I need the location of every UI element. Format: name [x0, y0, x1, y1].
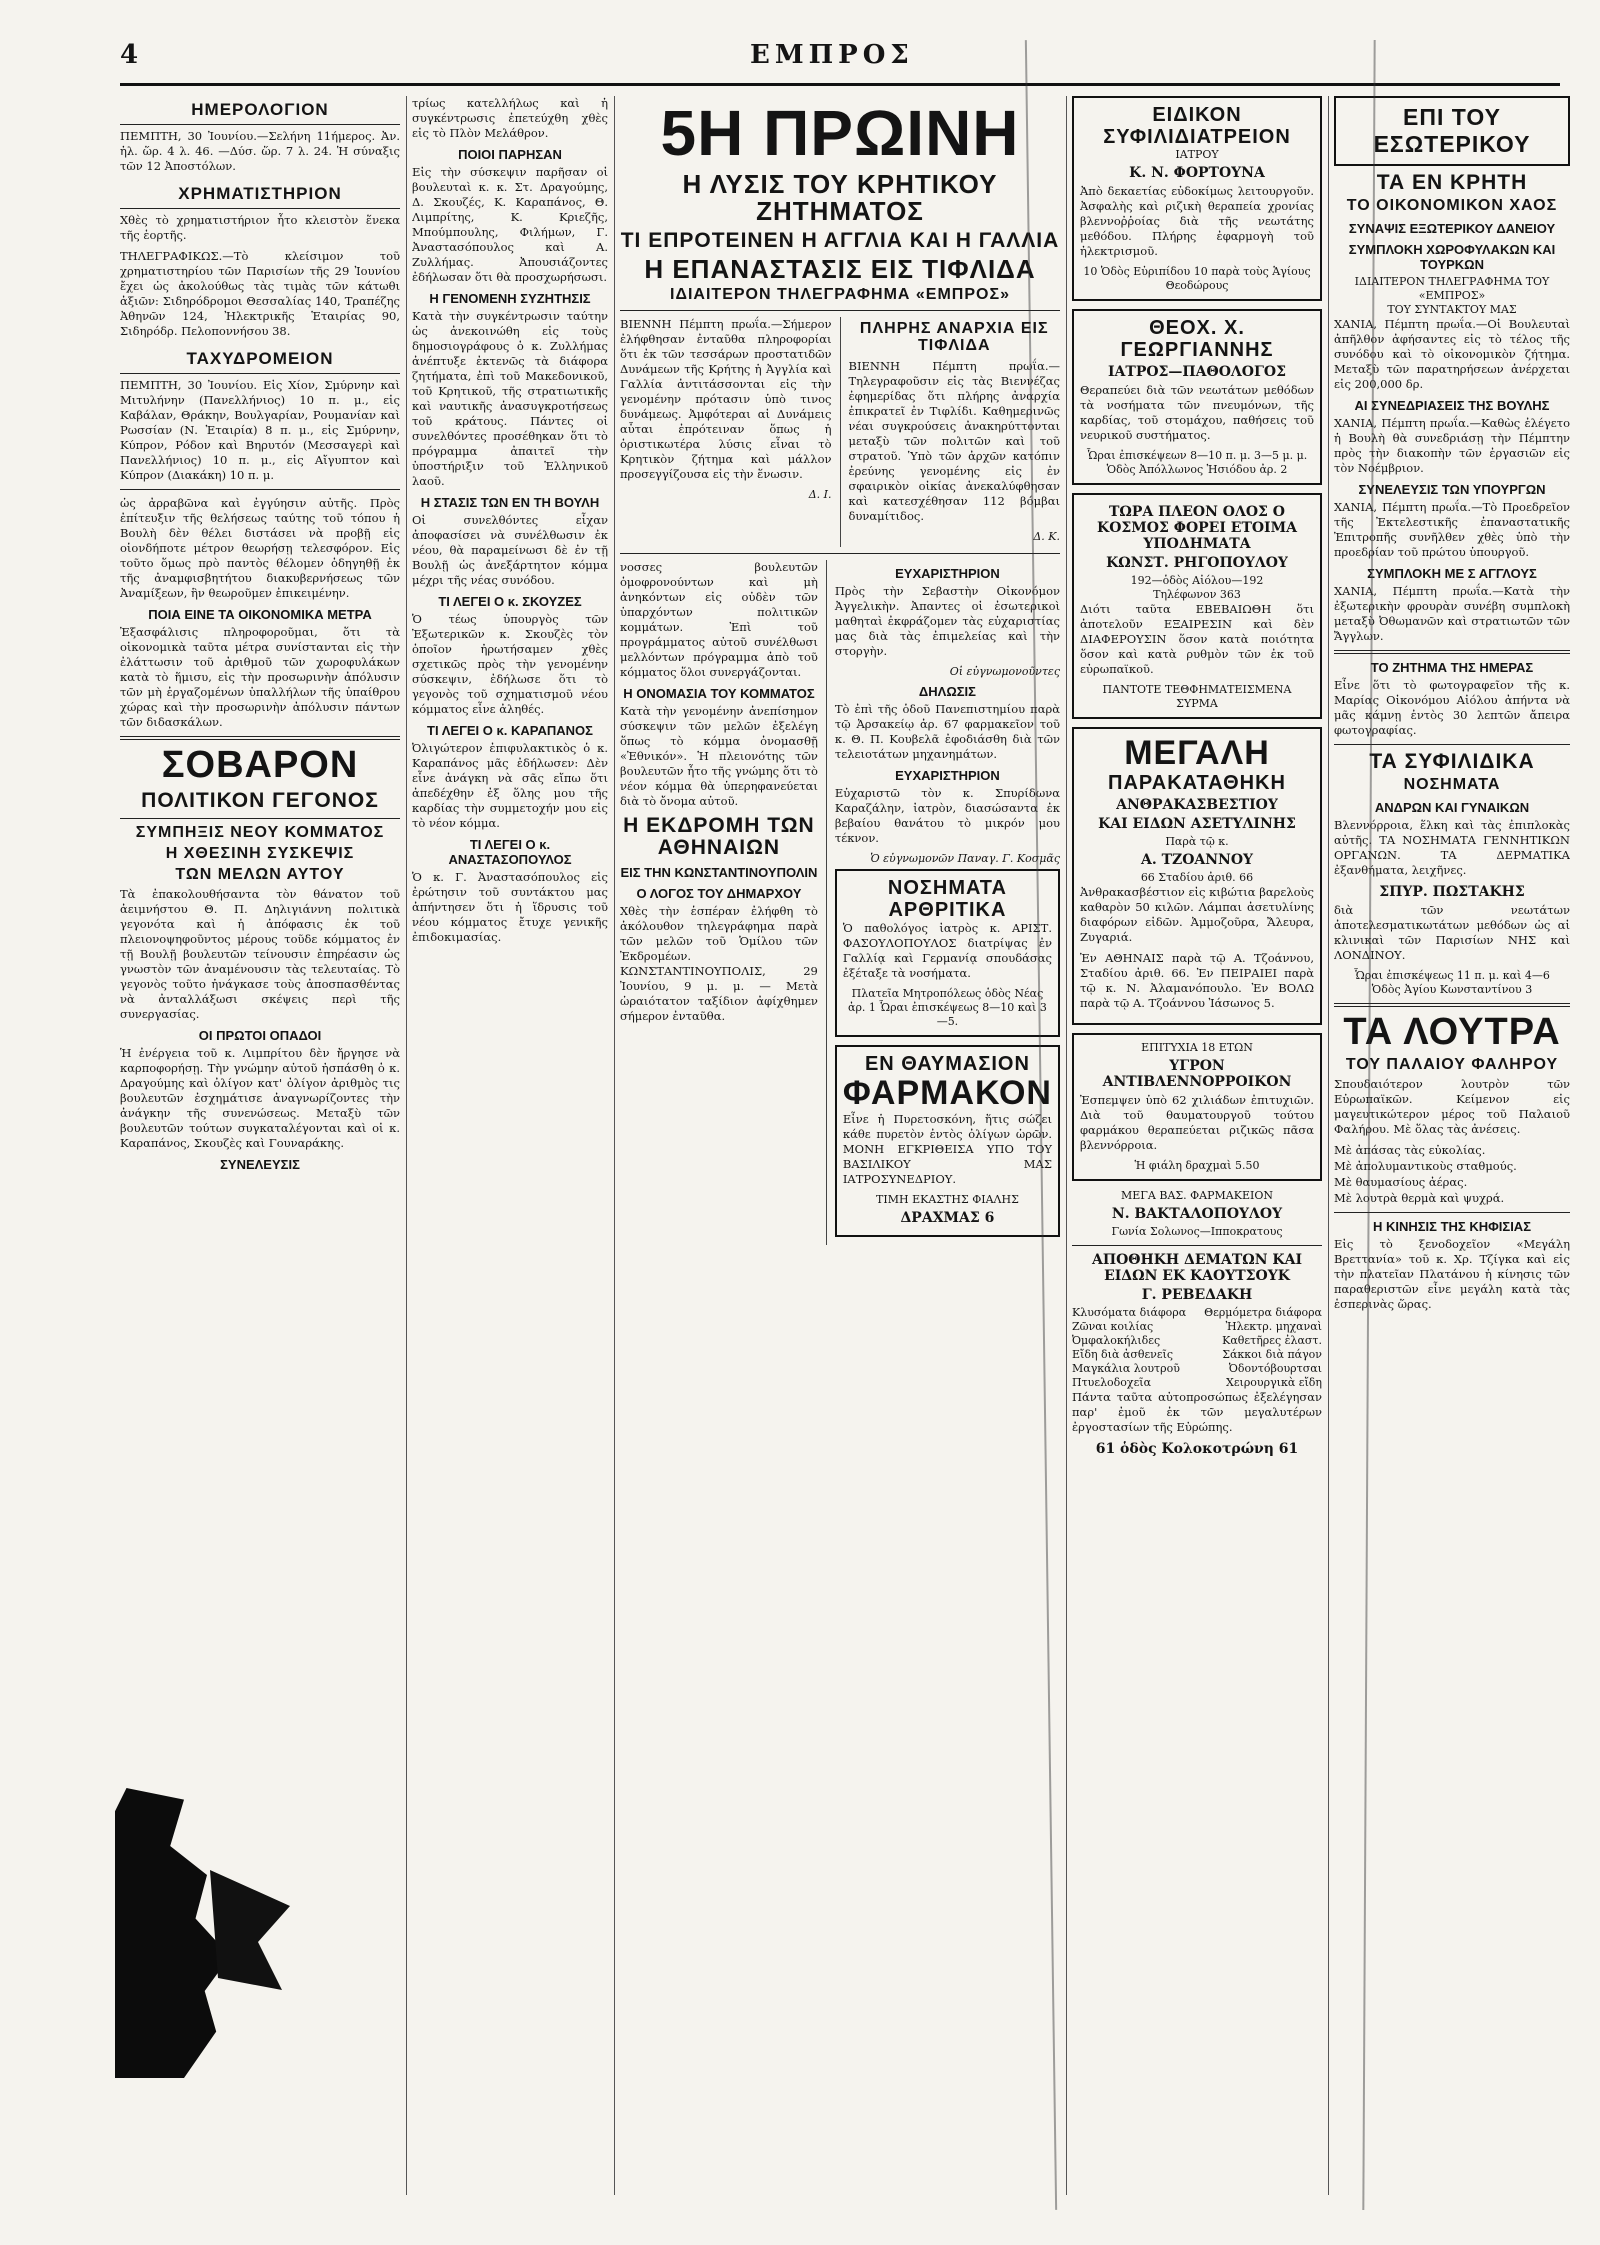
anarchy-headline: ΠΛΗΡΗΣ ΑΝΑΡΧΙΑ ΕΙΣ ΤΙΦΛΙΔΑ	[859, 319, 1049, 354]
cosmos-footer: ΠΑΝΤΟΤΕ ΤΕΘΦΗΜΑΤΕΙΣΜΕΝΑ ΣΥΡΜΑ	[1102, 683, 1292, 710]
doctor2-text: Θεραπεύει διὰ τῶν νεωτάτων μεθόδων τὰ νοσήματα τῶν πνευμόνων, τῆς καρδίας, τοῦ στομάχου, παθήσεις τοῦ νευρικοῦ συστήματος.	[1080, 383, 1314, 442]
calendar-title: ΗΜΕΡΟΛΟΓΙΟΝ	[120, 96, 400, 125]
crete-chaos-headline: ΤΟ ΟΙΚΟΝΟΜΙΚΟΝ ΧΑΟΣ	[1346, 197, 1558, 215]
crete-clash-headline: ΣΥΜΠΛΟΚΗ ΧΩΡΟΦΥΛΑΚΩΝ ΚΑΙ ΤΟΥΡΚΩΝ	[1348, 241, 1556, 272]
column-divider	[1066, 96, 1067, 2195]
party-name-subtitle: Η ΟΝΟΜΑΣΙΑ ΤΟΥ ΚΟΜΜΑΤΟΣ	[623, 685, 815, 701]
fight-text: ΧΑΝΙΑ, Πέμπτη πρωΐα.—Κατὰ τὴν ἐξωτερικὴν φρουρὰν συνέβη συμπλοκὴ μεταξὺ Ὀθωμανῶν καὶ στρατιωτῶν τῶν Ἄγγλων.	[1334, 583, 1570, 643]
intro-text: τρίως κατελλήλως καὶ ἡ συγκέντρωσις ἐπετεύχθη χθὲς εἰς τὸ Πλὸν Μελάθρον.	[412, 96, 608, 140]
medicine-ad	[835, 1045, 1060, 1237]
rubber-products-list	[1072, 1306, 1322, 1390]
discussion-text: Κατὰ τὴν συγκέντρωσιν ταύτην ὡς ἀνεκοινώθη εἰς τοὺς δημοσιογράφους ὁ κ. Ζυλλήμας ἀνέπτυξε ἐκτενῶς τὰ διάφορα ζητήματα, ἐπὶ τοῦ Μακεδονικοῦ, τοῦ Κρητικοῦ, τῆς στρατιωτικῆς καὶ ναυτικῆς ἀνασυγκροτήσεως τοῦ κράτους. Πάντες οἱ συνελθόντες προσέθηκαν ὅτι τὸ πρόγραμμα ἀπαιτεῖ τὴν ὑποστήριξιν τοῦ Ἑλληνικοῦ λαοῦ.	[412, 309, 608, 488]
first-groups-subtitle: ΟΙ ΠΡΩΤΟΙ ΟΠΑΔΟΙ	[198, 1028, 322, 1044]
thanks-title: ΕΥΧΑΡΙΣΤΗΡΙΟΝ	[895, 565, 1000, 581]
new-party-headline: ΣΥΜΠΗΞΙΣ ΝΕΟΥ ΚΟΜΜΑΤΟΣ	[135, 823, 385, 841]
economy-subtitle: ΠΟΙΑ ΕΙΝΕ ΤΑ ΟΙΚΟΝΟΜΙΚΑ ΜΕΤΡΑ	[148, 607, 372, 622]
depot-branches: Ἐν ΑΘΗΝΑΙΣ παρὰ τῷ Α. Τζοάννου, Σταδίου ἀριθ. 66. Ἐν ΠΕΙΡΑΙΕΙ παρὰ τῷ κ. Ν. Ἀλαμανόπουλο. Ἐν ΒΟΛΩ παρὰ τῷ Α. Τζοάννου Ἰάσωνος 5.	[1080, 951, 1314, 1011]
crete-loan-headline: ΣΥΝΑΨΙΣ ΕΞΩΤΕΡΙΚΟΥ ΔΑΝΕΙΟΥ	[1348, 220, 1556, 236]
divider	[120, 818, 400, 819]
success-badge: ΕΠΙΤΥΧΙΑ 18 ΕΤΩΝ	[1141, 1041, 1253, 1055]
skouzes-text: Ὁ τέως ὑπουργὸς τῶν Ἐξωτερικῶν κ. Σκουζὲς τὸν ὁποῖον ἠρωτήσαμεν χθὲς σχετικῶς πρὸς τὴν γενομένην σύσκεψιν, ἐδήλωσε ὅτι τὸ γεγονὸς τοῦ σχηματισμοῦ νέου κόμματος εἶνε ἀληθές.	[412, 612, 608, 716]
arthritis-title: ΝΟΣΗΜΑΤΑ ΑΡΘΡΙΤΙΚΑ	[887, 876, 1007, 921]
product-left: Μαγκάλια λουτροῦ	[1072, 1362, 1180, 1376]
edition-headline: 5Η ΠΡΩΙΝΗ	[660, 97, 1020, 169]
doctor2-ad	[1072, 309, 1322, 485]
success-price: Ἡ φιάλη δραχμαὶ 5.50	[1134, 1159, 1260, 1173]
baths-item: Μὲ ἀπάσας τὰς εὐκολίας.	[1334, 1143, 1486, 1158]
karapanos-text: Ὀλιγώτερον ἐπιφυλακτικὸς ὁ κ. Καραπάνος μᾶς ἐδήλωσεν: Δὲν εἶνε ἀνάγκη νὰ σᾶς εἴπω ὅτι ἀπεδέχθην ἐξ ὅλης μου τῆς καρδίας τὴν συμμετοχήν μου εἰς τὸ νέον κόμμα.	[412, 741, 608, 830]
clinic-title: ΕΙΔΙΚΟΝ ΣΥΦΙΛΙΔΙΑΤΡΕΙΟΝ	[1103, 104, 1291, 148]
parliament-text: Οἱ συνελθόντες εἶχαν ἀποφασίσει νὰ συνέλθωσιν ἐκ νέου, θὰ παραμείνωσι δὲ ἐν τῇ Βουλῇ ὡς ἀνεξάρτητον κόμμα μέχρι τῆς νέας συνόδου.	[412, 513, 608, 587]
present-text: Εἰς τὴν σύσκεψιν παρῆσαν οἱ βουλευταὶ κ. κ. Στ. Δραγούμης, Δ. Σκουζές, Κ. Καραπάνος, Θ. Λιμπρίτης, Κ. Κριεζῆς, Μπούμπουλης, Φιλήμων, Γ. Ἀναστασόπουλος καὶ Α. Ζυλλήμας. Ἀπουσιάζοντες ἐδήλωσαν ὅτι θὰ προσχωρήσωσι.	[412, 165, 608, 284]
calendar-text: ΠΕΜΠΤΗ, 30 Ἰουνίου.—Σελήνη 11ήμερος. Ἀν. ἡλ. ὥρ. 4 λ. 46. —Δύσ. ὥρ. 7 λ. 24. Ἡ σύναξις τῶν 12 Ἀποστόλων.	[120, 129, 400, 173]
product-row	[1072, 1362, 1322, 1376]
discussion-subtitle: Η ΓΕΝΟΜΕΝΗ ΣΥΖΗΤΗΣΙΣ	[429, 291, 591, 306]
thanks2-signature: Ὁ εὐγνωμονῶν Παναγ. Γ. Κοσμᾶς	[870, 851, 1060, 865]
product-left: Πτυελοδοχεῖα	[1072, 1376, 1152, 1390]
doctor2-hours: Ὧραι ἐπισκέψεων 8—10 π. μ. 3—5 μ. μ.	[1086, 449, 1308, 462]
kifisia-subtitle: Η ΚΙΝΗΣΙΣ ΤΗΣ ΚΗΦΙΣΙΑΣ	[1372, 1219, 1531, 1235]
product-right: Καθετῆρες ἐλαστ.	[1222, 1334, 1322, 1348]
doctor2-label: ΙΑΤΡΟΣ—ΠΑΘΟΛΟΓΟΣ	[1107, 364, 1286, 380]
anarchy-text: ΒΙΕΝΝΗ Πέμπτη πρωΐα.—Τηλεγραφοῦσιν εἰς τὰς Βιεννέζας ἐφημερίδας ὅτι πλήρης ἀναρχία ἐπικρατεῖ ἐν Τιφλίδι. Καθημερινῶς νέαι συγκρούσεις ἀνακηρύττονται μεταξὺ τῶν πολιτῶν καὶ τοῦ στρατοῦ. Ὑπὸ τῶν ἀρχῶν κατόπιν ἐρεύνης γενομένης εἰς ἐν σφαιρικὸν οἰκίας ἀνεκαλύφθησαν καὶ κατεσχέθησαν 112 βόμβαι δυναμίτιδος.	[848, 358, 1060, 523]
crete-label-2: ΤΟΥ ΣΥΝΤΑΚΤΟΥ ΜΑΣ	[1387, 302, 1517, 316]
product-row	[1072, 1320, 1322, 1334]
product-left: Κλυσόματα διάφορα	[1072, 1306, 1187, 1320]
meeting-headline: Η ΧΘΕΣΙΝΗ ΣΥΣΚΕΨΙΣ	[165, 844, 355, 862]
product-right: Θερμόμετρα διάφορα	[1204, 1306, 1322, 1320]
anastasopoulos-subtitle: ΤΙ ΛΕΓΕΙ Ο κ. ΑΝΑΣΤΑΣΟΠΟΥΛΟΣ	[448, 837, 572, 867]
shoes-ad	[1072, 493, 1322, 719]
lower-left	[620, 560, 818, 1245]
clinic-address: 10 Ὁδὸς Εὐριπίδου 10 παρὰ τοὺς Ἁγίους Θεοδώρους	[1083, 265, 1311, 292]
arthritis-ad	[835, 869, 1060, 1037]
assembly-subtitle: ΑΙ ΣΥΝΕΔΡΙΑΣΕΙΣ ΤΗΣ ΒΟΥΛΗΣ	[1354, 397, 1550, 413]
clinic-text: Ἀπὸ δεκαετίας εὐδοκίμως λειτουργοῦν. Ἀσφαλὴς καὶ ριζικὴ θεραπεία χρονίας βλεννοῤῥοίας διὰ τῆς νεωτάτης μεθόδου. Πλήρης ἐφαρμογὴ τοῦ ἠλεκτρισμοῦ.	[1080, 184, 1314, 258]
product-right: Χειρουργικὰ εἴδη	[1226, 1376, 1322, 1390]
lower-split	[620, 560, 1060, 1245]
excursion-headline: Η ΕΚΔΡΟΜΗ ΤΩΝ ΑΘΗΝΑΙΩΝ	[623, 813, 815, 859]
thanks2-title: ΕΥΧΑΡΙΣΤΗΡΙΟΝ	[895, 767, 1000, 783]
thanks-text: Πρὸς τὴν Σεβαστὴν Οἰκονόμον Ἀγγελικὴν. Ἀπαντες οἱ ἐσωτερικοὶ μαθηταὶ ἐκφράζομεν τὰς εὐχαριστίας μας διὰ τὰς ἐπιμελείας καὶ τὴν στοργὴν.	[834, 583, 1060, 658]
excursion-speech: Ο ΛΟΓΟΣ ΤΟΥ ΔΗΜΑΡΧΟΥ	[636, 885, 802, 901]
excursion-text: Χθὲς τὴν ἑσπέραν ἐλήφθη τὸ ἀκόλουθον τηλεγράφημα παρὰ τῶν μελῶν τοῦ Ὁμίλου τῶν Ἐκδρομέων. ΚΩΝΣΤΑΝΤΙΝΟΥΠΟΛΙΣ, 29 Ἰουνίου, 9 μ. μ. — Μετὰ ὡραιότατον ταξίδιον ἀφίχθημεν σήμερον ἐνταῦθα.	[620, 903, 818, 1023]
post-title: ΤΑΧΥΔΡΟΜΕΙΟΝ	[120, 345, 400, 374]
baths-text: Σπουδαιότερον λουτρὸν τῶν Εὐρωπαϊκῶν. Κείμενον εἰς μαγευτικώτερον μέρος τοῦ Παλαιοῦ Φαλήρου. Μὲ ὅλας τὰς ἀνέσεις.	[1334, 1077, 1570, 1137]
telegram-split	[620, 317, 1060, 547]
page-number: 4	[120, 40, 139, 70]
divider	[620, 310, 1060, 311]
column-divider	[406, 96, 407, 2195]
baths-headline: ΤΑ ΛΟΥΤΡΑ	[1343, 1010, 1561, 1053]
depot-text: Ἀνθρακασβέστιον εἰς κιβώτια βαρελοὺς καθαρὸν 50 κιλῶν. Λάμπαι ἀσετυλίνης διαφόρων εἰδῶν. Ἀμμοζοῦρα, Ἄλευρα, Ζυγαριά.	[1080, 885, 1314, 945]
present-subtitle: ΠΟΙΟΙ ΠΑΡΗΣΑΝ	[458, 147, 562, 162]
divider	[620, 553, 1060, 554]
doctor2-address: Ὁδὸς Ἀπόλλωνος Ἡσιόδου ἀρ. 2	[1106, 463, 1288, 476]
depot-title: ΜΕΓΑΛΗ	[1124, 734, 1270, 772]
product-right: Ἠλεκτρ. μηχαναὶ	[1225, 1320, 1322, 1334]
depot-sub-2: ΚΑΙ ΕΙΔΩΝ ΑΣΕΤΥΛΙΝΗΣ	[1098, 816, 1296, 833]
divider	[120, 736, 400, 740]
baths-item: Μὲ θαυμασίους ἀέρας.	[1334, 1175, 1468, 1190]
divider	[1334, 650, 1570, 654]
tiflis-headline: Η ΕΠΑΝΑΣΤΑΣΙΣ ΕΙΣ ΤΙΦΛΙΔΑ	[644, 253, 1036, 284]
england-france-headline: ΤΙ ΕΠΡΟΤΕΙΝΕΝ Η ΑΓΓΛΙΑ ΚΑΙ Η ΓΑΛΛΙΑ	[620, 228, 1060, 252]
assembly-text: ΧΑΝΙΑ, Πέμπτη πρωΐα.—Καθὼς ἐλέγετο ἡ Βουλὴ θὰ συνεδριάσῃ τὴν Πέμπτην πρὸς τὴν διακοπὴν τῶν ἐργασιῶν εἰς τὸν Νοέμβριον.	[1334, 415, 1570, 475]
economy-text: Ἐξασφάλισις πληροφοροῦμαι, ὅτι τὰ οἰκονομικὰ ταῦτα μέτρα συνίστανται εἰς τὴν ἐλάττωσιν τοῦ ἀριθμοῦ τῶν χωροφυλάκων κατὰ τὸ ἥμισυ, εἰς τὴν προσωρινὴν ἀπόλυσιν τῶν μὴ ἐργαζομένων ὑπαλλήλων τῆς ὑπαίθρου χώρας καὶ τὴν προσωρινὴν ἀπόλυσιν πάντων τῶν διδασκάλων.	[120, 625, 400, 729]
syphilis-sub-2: ΑΝΔΡΩΝ ΚΑΙ ΓΥΝΑΙΚΩΝ	[1374, 799, 1530, 815]
medicine-title-2: ΦΑΡΜΑΚΟΝ	[842, 1073, 1052, 1112]
doctor-text: διὰ τῶν νεωτάτων ἀποτελεσματικωτάτων μεθόδων ὡς αἱ κλινικαὶ τῶν Παρισίων ΝΗΣ καὶ ΛΟΝΔΙΝΟΥ.	[1334, 902, 1570, 962]
medicine-title: ΕΝ ΘΑΥΜΑΣΙΟΝ	[864, 1052, 1030, 1075]
thanks-signature: Οἱ εὐγνωμονοῦντες	[949, 664, 1060, 678]
parliament-subtitle: Η ΣΤΑΣΙΣ ΤΩΝ ΕΝ ΤΗ ΒΟΥΛΗ	[420, 495, 600, 510]
crete-label: ΙΔΙΑΙΤΕΡΟΝ ΤΗΛΕΓΡΑΦΗΜΑ ΤΟΥ «ΕΜΠΡΟΣ»	[1354, 274, 1550, 302]
vienna-story	[620, 317, 832, 547]
masthead	[120, 40, 1560, 86]
success-text: Ἐσπεμψεν ὑπὸ 62 χιλιάδων ἐπιτυχιῶν. Διὰ τοῦ θαυματουργοῦ τούτου φαρμάκου θεραπεύεται ριζικῶς πᾶσα βλεννόρροια.	[1080, 1093, 1314, 1153]
ministers-subtitle: ΣΥΝΕΛΕΥΣΙΣ ΤΩΝ ΥΠΟΥΡΓΩΝ	[1358, 481, 1546, 497]
syphilis-sub: ΝΟΣΗΜΑΤΑ	[1403, 775, 1501, 793]
post-text: ΠΕΜΠΤΗ, 30 Ἰουνίου. Εἰς Χίον, Σμύρνην καὶ Μιτυλήνην (Πανελλήνιος) 10 π. μ., εἰς Καβάλαν, Θράκην, Βουλγαρίαν, Ρουμανίαν καὶ Ρωσσίαν (Ν. Ἑταιρία) 8 π. μ., εἰς Σμύρνην, Κύπρον, Ρόδον καὶ Βηρυτόν (Μεσσαγερὶ καὶ Πανελλήνιος) 10 π. μ., εἰς Αἴγυπτον καὶ Κύπρον (Διακάκη) 10 π. μ.	[120, 378, 400, 482]
doctor-address: Ὁδὸς Ἀγίου Κωνσταντίνου 3	[1371, 982, 1533, 996]
baths-sub: ΤΟΥ ΠΑΛΑΙΟΥ ΦΑΛΗΡΟΥ	[1345, 1055, 1559, 1073]
column-3	[620, 96, 1060, 2195]
rubber-owner: Γ. ΡΕΒΕΔΑΚΗ	[1141, 1287, 1253, 1304]
cosmos-phone: Τηλέφωνον 363	[1153, 588, 1241, 601]
thanks2-text: Εὐχαριστῶ τὸν κ. Σπυρίδωνα Καραζάλην, ἰατρὸν, διασώσαντα ἐκ βεβαίου θανάτου τὸ μικρόν μου τέκνον.	[834, 785, 1060, 845]
day-text: Εἶνε ὅτι τὸ φωτογραφεῖον τῆς κ. Μαρίας Οἰκονόμου Αἰόλου ἀπήντα νὰ μᾶς κάμνῃ ἐντὸς 30 λεπτῶν ἄπειρα φωτογραφίας.	[1334, 677, 1570, 737]
vienna-signature: Δ. Ι.	[808, 487, 832, 501]
notice-text: Τὸ ἐπὶ τῆς ὁδοῦ Πανεπιστημίου παρὰ τῷ Ἀρσακείῳ ἀρ. 67 φαρμακεῖον τοῦ κ. Θ. Π. Κουβελᾶ ἐφοδιάσθη διὰ τῶν τελειοτάτων μηχανημάτων.	[834, 701, 1060, 761]
syphilis-headline: ΤΑ ΣΥΦΙΛΙΔΙΚΑ	[1369, 749, 1535, 773]
anarchy-signature: Δ. Κ.	[1033, 529, 1060, 543]
crete-headline: ΤΑ ΕΝ ΚΡΗΤΗ	[1376, 171, 1528, 194]
cretan-question-headline: Η ΛΥΣΙΣ ΤΟΥ ΚΡΗΤΙΚΟΥ ΖΗΤΗΜΑΤΟΣ	[682, 169, 998, 227]
clinic-doctor: Κ. Ν. ΦΟΡΤΟΥΝΑ	[1129, 165, 1265, 181]
divider	[1072, 1245, 1322, 1246]
product-row	[1072, 1306, 1322, 1320]
medicine-price-label: ΤΙΜΗ ΕΚΑΣΤΗΣ ΦΙΑΛΗΣ	[876, 1192, 1019, 1206]
kifisia-text: Εἰς τὸ ξενοδοχεῖον «Μεγάλη Βρεττανία» τοῦ κ. Χρ. Τζίγκα καὶ εἰς τὴν πλατεῖαν Πλατάνου ἡ κίνησις τῶν παραθεριστῶν εἶνε μεγάλη κατὰ τὰς ἑσπερινὰς ὥρας.	[1334, 1237, 1570, 1312]
antiblennorrhea-ad	[1072, 1033, 1322, 1181]
split-divider	[840, 317, 841, 547]
product-left: Ζῶναι κοιλίας	[1072, 1320, 1154, 1334]
syphilis-text: Βλεννόρροια, ἕλκη καὶ τὰς ἐπιπλοκὰς αὐτῆς. ΤΑ ΝΟΣΗΜΑΤΑ ΓΕΝΝΗΤΙΚΩΝ ΟΡΓΑΝΩΝ. ΤΑ ΔΕΡΜΑΤΙΚΑ ἐξανθήματα, λειχῆνες.	[1334, 817, 1570, 877]
product-right: Σάκκοι διὰ πάγον	[1222, 1348, 1322, 1362]
depot-sub: ΑΝΘΡΑΚΑΣΒΕΣΤΙΟΥ	[1116, 797, 1278, 814]
product-right: Ὀδοντόβουρτσαι	[1228, 1362, 1322, 1376]
cosmos-text: Διότι ταῦτα ΕΒΕΒΑΙΩΘΗ ὅτι ἀποτελοῦν ΕΞΑΙΡΕΣΙΝ καὶ δὲν ΔΙΑΦΕΡΟΥΣΙΝ ὅσον κατὰ ποιότητα ὅσον καὶ κατὰ ρυθμὸν τῶν ἐκ τοῦ εὐρωπαϊκοῦ.	[1080, 602, 1314, 676]
rubber-address: 61 ὁδὸς Κολοκοτρώνη 61	[1095, 1441, 1299, 1458]
rubber-text: Πάντα ταῦτα αὐτοπροσώπως ἐξελέγησαν παρ' ἐμοῦ ἐκ τῶν μεγαλυτέρων ἐργοστασίων τῆς Εὐρώπης.	[1072, 1390, 1322, 1435]
baths-item: Μὲ λουτρὰ θερμὰ καὶ ψυχρά.	[1334, 1191, 1505, 1206]
divider	[120, 489, 400, 490]
skouzes-subtitle: ΤΙ ΛΕΓΕΙ Ο κ. ΣΚΟΥΖΕΣ	[438, 594, 582, 609]
special-telegram-label: ΙΔΙΑΙΤΕΡΟΝ ΤΗΛΕΓΡΑΦΗΜΑ «ΕΜΠΡΟΣ»	[670, 286, 1010, 304]
product-left: Εἴδη διὰ ἀσθενεῖς	[1072, 1348, 1174, 1362]
cosmos-address: 192—ὁδὸς Αἰόλου—192	[1130, 574, 1264, 587]
exchange-text: Χθὲς τὸ χρηματιστήριον ἦτο κλειστὸν ἕνεκα τῆς ἑορτῆς.	[120, 213, 400, 242]
excursion-place: ΕΙΣ ΤΗΝ ΚΩΝΣΤΑΝΤΙΝΟΥΠΟΛΙΝ	[620, 864, 818, 880]
product-row	[1072, 1348, 1322, 1362]
pharmacy-name: Ν. ΒΑΚΤΑΛΟΠΟΥΛΟΥ	[1111, 1206, 1283, 1223]
first-groups-text: Ἡ ἐνέργεια τοῦ κ. Λιμπρίτου δὲν ἤργησε νὰ καρποφορήσῃ. Τὴν γνώμην αὐτοῦ ἠσπάσθη ὁ κ. Δραγούμης καὶ ὀλίγον κατ' ὀλίγον ἀριθμὸς τις βουλευτῶν ἐσχημάτισε ἀναγνωρίζοντες τὴν ἀνάγκην τῆς συνενώσεως. Μεταξὺ τῶν βουλευτῶν τούτων συγκαταλέγονται καὶ οἱ κ. Καραπάνος, Σκουζὲς καὶ Γουναράκης.	[120, 1046, 400, 1151]
lower-right	[835, 560, 1060, 1245]
column-divider	[614, 96, 615, 2195]
split-divider	[826, 560, 827, 1245]
arthritis-address: Πλατεῖα Μητροπόλεως ὁδὸς Νέας ἀρ. 1 Ὧραι ἐπισκέψεως 8—10 καὶ 3—5.	[848, 986, 1047, 1028]
pharmacy-address: Γωνία Σολωνος—Ιπποκρατους	[1111, 1225, 1283, 1239]
arthritis-text: Ὁ παθολόγος ἰατρὸς κ. ΑΡΙΣΤ. ΦΑΣΟΥΛΟΠΟΥΛΟΣ διατρίψας ἐν Γαλλίᾳ καὶ Γερμανίᾳ σπουδάσας ἐξέταξε τὰ νοσήματα.	[842, 920, 1052, 980]
newspaper-name: ΕΜΠΡΟΣ	[750, 40, 914, 70]
depot-owner: Α. ΤΖΟΑΝΝΟΥ	[1140, 852, 1254, 869]
column-divider	[1328, 96, 1329, 2195]
meetings-subtitle: ΣΥΝΕΛΕΥΣΙΣ	[220, 1157, 300, 1173]
depot-address: 66 Σταδίου ἀριθ. 66	[1140, 871, 1254, 885]
column-2	[412, 96, 608, 2195]
cosmos-maker: ΚΩΝΣΤ. ΡΗΓΟΠΟΥΛΟΥ	[1106, 555, 1288, 571]
party-text: Τὰ ἐπακολουθήσαντα τὸν θάνατον τοῦ ἀειμνήστου Θ. Π. Δηλιγιάννη πολιτικὰ γεγονότα καὶ ἡ ἀπόφασις ἐκ τοῦ πλειονοψηφοῦντος μέρους τοῦδε κόμματος ἐν τῇ Βουλῇ βουλευτῶν τείνουσιν ἐπηρέασιν ὡς γνωστὸν τῶν ἀναμένουσιν τὰς τελευταίας. Τὸ γεγονὸς τοῦτο ἠνάγκασε τοὺς ἀποσπασθέντας νὰ ἀνταλλάξωσι σκέψεις περὶ τῆς συνεργασίας.	[120, 887, 400, 1022]
doctor-name: ΣΠΥΡ. ΠΩΣΤΑΚΗΣ	[1379, 883, 1525, 900]
product-row	[1072, 1376, 1322, 1390]
crete-text: ΧΑΝΙΑ, Πέμπτη πρωΐα.—Οἱ Βουλευταὶ ἀπῆλθον ἀφήσαντες εἰς τὸ τέλος τῆς συνόδου καὶ τὸ οἰκονομικὸν ζήτημα. Μεταξὺ τῶν παρατηρήσεων ἀνέρχεται εἰς 200,000 δρ.	[1334, 316, 1570, 391]
column-4	[1072, 96, 1322, 2195]
depot-title-2: ΠΑΡΑΚΑΤΑΘΗΚΗ	[1108, 772, 1286, 795]
medicine-price: ΔΡΑΧΜΑΣ 6	[900, 1209, 995, 1226]
deputies-text: νοσσες βουλευτῶν ὁμοφρονούντων καὶ μὴ ἀνηκόντων εἰς οὐδὲν τῶν ὑπαρχόντων πολιτικῶν κομμάτων. Ἐπὶ τοῦ προγράμματος αὐτοῦ συνέλθωσι μελλόντων πρόγραμμα ἀπὸ τοῦ κόμματος ὅλοι συνεργάζονται.	[620, 559, 818, 679]
party-name-text: Κατὰ τὴν γενομένην ἀνεπίσημον σύσκεψιν τῶν μελῶν ἐξελέγη ὅπως τὸ κόμμα ὀνομασθῇ «Ἐθνικόν». Ἡ πλειονότης τῶν βουλευτῶν ἦτο τῆς γνώμης ὅτι τὸ νέον κόμμα θὰ ὑπερηφανεύεται διὰ τὸ ὄνομα αὐτοῦ.	[620, 703, 818, 808]
ministers-text: ΧΑΝΙΑ, Πέμπτη πρωΐα.—Τὸ Προεδρεῖον τῆς Ἐκτελεστικῆς ἐπαναστατικῆς Ἐπιτροπῆς συνῆλθεν χθὲς ὑπὸ τὴν προεδρίαν τοῦ πρώτου ὑπουργοῦ.	[1334, 499, 1570, 559]
guarantee-text: ὡς ἀρραβῶνα καὶ ἐγγύησιν αὐτῆς. Πρὸς ἐπίτευξιν τῆς θελήσεως ταύτης τοῦ τόπου ἡ Βουλὴ δὲν θέλει διστάσει νὰ προβῇ εἰς οἱονδήποτε μέτρον θεωρήσῃ τελεσφόρον. Εἰς τοῦτο ὅμως πρὸ παντὸς θέλομεν ὁδηγηθῇ ἐκ τῆς ἀναμφισβητήτου διακυβερνήσεως τῶν Ἀναμίξεων, ἣν θεωροῦμεν ἐπικειμένην.	[120, 496, 400, 600]
doctor2-title: ΘΕΟΧ. Χ. ΓΕΩΡΓΙΑΝΝΗΣ	[1120, 317, 1274, 361]
notice-title: ΔΗΛΩΣΙΣ	[918, 683, 976, 699]
telegraph-text: ΤΗΛΕΓΡΑΦΙΚΩΣ.—Τὸ κλείσιμον τοῦ χρηματιστηρίου τῶν Παρισίων τῆς 29 Ἰουνίου ἔχει ὡς ἀκολούθως τὰς τιμὰς τῶν κάτωθι ἀξιῶν: Σιδηρόδρομοι Θεσσαλίας 140, Τραπέζης Ἀθηνῶν 124, Ἠλεκτρικῆς Ἑταιρίας 90, Σιδηρόδρ. Πελοποννήσου 38.	[120, 249, 400, 338]
doctor-hours: Ὧραι ἐπισκέψεως 11 π. μ. καὶ 4—6	[1354, 968, 1550, 982]
baths-item: Μὲ ἀπολυμαντικοὺς σταθμούς.	[1334, 1159, 1517, 1174]
cosmos-title: ΤΩΡΑ ΠΛΕΟΝ ΟΛΟΣ Ο ΚΟΣΜΟΣ ΦΟΡΕΙ ΕΤΟΙΜΑ ΥΠΟΔΗΜΑΤΑ	[1097, 504, 1297, 552]
pharmacy-pre: ΜΕΓΑ ΒΑΣ. ΦΑΡΜΑΚΕΙΟΝ	[1121, 1189, 1273, 1203]
day-title: ΤΟ ΖΗΤΗΜΑ ΤΗΣ ΗΜΕΡΑΣ	[1370, 659, 1534, 675]
medicine-text: Εἶνε ἡ Πυρετοσκόνη, ἥτις σώζει κάθε πυρετὸν ἐντὸς ὀλίγων ὡρῶν. ΜΟΝΗ ΕΓΚΡΙΘΕΙΣΑ ΥΠΟ ΤΟΥ ΒΑΣΙΛΙΚΟΥ ΜΑΣ ΙΑΤΡΟΣΥΝΕΔΡΙΟΥ.	[842, 1111, 1052, 1186]
vienna-text: ΒΙΕΝΝΗ Πέμπτη πρωΐα.—Σήμερον ἐλήφθησαν ἐνταῦθα πληροφορίαι ὅτι ἐκ τῶν τεσσάρων προστατιδῶν Δυνάμεων τῆς Κρήτης ἡ Ἀγγλία καὶ Γαλλία ἀντιτάσσονται εἰς τὴν γενομένην πρότασιν ὑπὸ τινος δυνάμεως. Ἀμφότεραι αἱ Δυνάμεις αὗται ἐπρότειναν ὅπως ἡ ὁριστικωτέρα λύσις εἶναι τὸ Κρητικὸν ζήτημα καὶ μάλλον προσεγγίζουσα εἰς τὴν ἕνωσιν.	[620, 316, 832, 481]
members-headline: ΤΩΝ ΜΕΛΩΝ ΑΥΤΟΥ	[175, 865, 345, 883]
serious-headline: ΣΟΒΑΡΟΝ	[161, 744, 359, 786]
depot-owner-pre: Παρὰ τῷ κ.	[1165, 835, 1229, 849]
political-event-headline: ΠΟΛΙΤΙΚΟΝ ΓΕΓΟΝΟΣ	[141, 788, 379, 812]
product-row	[1072, 1334, 1322, 1348]
fight-subtitle: ΣΥΜΠΛΟΚΗ ΜΕ Σ ΑΓΓΛΟΥΣ	[1367, 565, 1537, 581]
rubber-title: ΑΠΟΘΗΚΗ ΔΕΜΑΤΩΝ ΚΑΙ ΕΙΔΩΝ ΕΚ ΚΑΟΥΤΣΟΥΚ	[1092, 1252, 1302, 1285]
clinic-ad	[1072, 96, 1322, 301]
karapanos-subtitle: ΤΙ ΛΕΓΕΙ Ο κ. ΚΑΡΑΠΑΝΟΣ	[427, 723, 593, 738]
domestic-title: ΕΠΙ ΤΟΥ ΕΣΩΤΕΡΙΚΟΥ	[1334, 96, 1570, 166]
product-left: Ὀμφαλοκήλιδες	[1072, 1334, 1161, 1348]
exchange-title: ΧΡΗΜΑΤΙΣΤΗΡΙΟΝ	[120, 180, 400, 209]
clinic-label: ΙΑΤΡΟΥ	[1175, 148, 1219, 161]
success-title: ΥΓΡΟΝ ΑΝΤΙΒΛΕΝΝΟΡΡΟΙΚΟΝ	[1102, 1058, 1292, 1091]
carbide-ad	[1072, 727, 1322, 1025]
anastasopoulos-text: Ὁ κ. Γ. Ἀναστασόπουλος εἰς ἐρώτησιν τοῦ συντάκτου μας ἀπήντησεν ὅτι ἡ ἵδρυσις τοῦ νέου κόμματος ἔτυχε γενικῆς ἐπιδοκιμασίας.	[412, 870, 608, 944]
